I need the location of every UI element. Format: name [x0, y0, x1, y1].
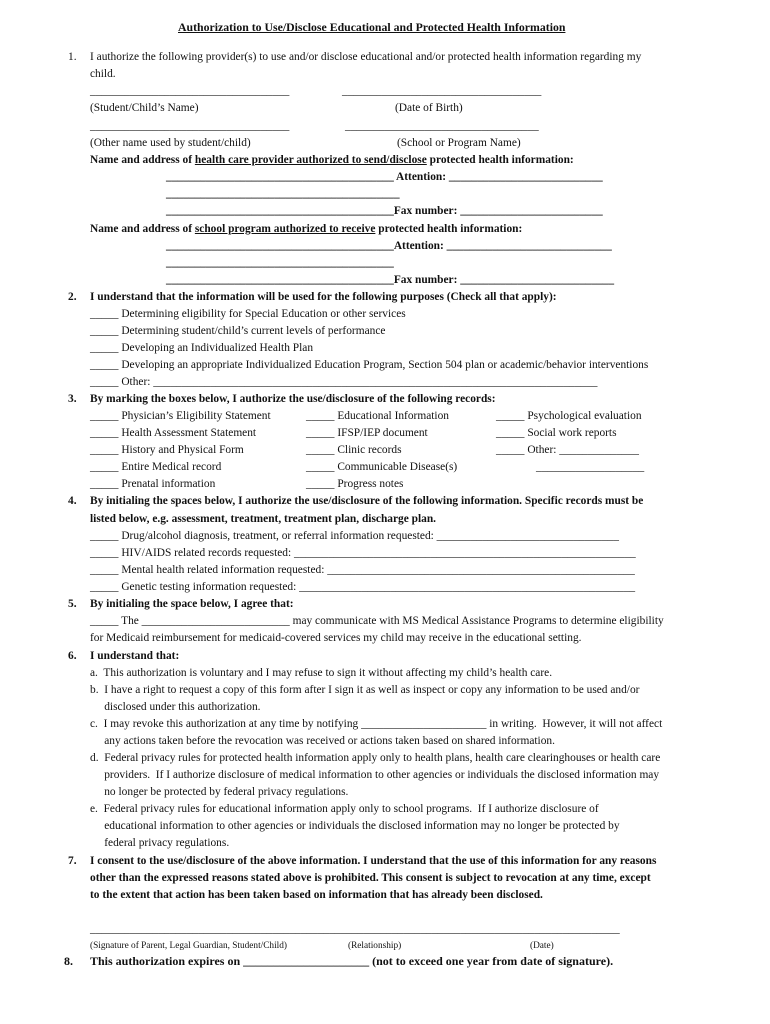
record-option-psychological[interactable]: _____ Psychological evaluation [496, 410, 642, 422]
purpose-option-other[interactable]: _____ Other: ______________________________________________________________________________ [90, 376, 598, 388]
record-option-history-physical[interactable]: _____ History and Physical Form [90, 444, 244, 456]
understand-d: d. Federal privacy rules for protected health information apply only to health plans, health care clearinghouses or health care [90, 752, 661, 764]
record-option-communicable-disease[interactable]: _____ Communicable Disease(s) [306, 461, 458, 473]
school-address-attention-line[interactable]: ________________________________________Attention: _____________________________ [166, 240, 612, 252]
understand-e: e. Federal privacy rules for educational information apply only to school programs. If I authorize disclosure of [90, 803, 599, 815]
medicaid-agreement-line[interactable]: _____ The __________________________ may communicate with MS Medical Assistance Programs to determine eligibility [90, 615, 664, 627]
expiration-line[interactable]: This authorization expires on _____________________ (not to exceed one year from date of signature). [90, 954, 614, 968]
purpose-option-iep[interactable]: _____ Developing an appropriate Individualized Education Program, Section 504 plan or academic/behavior interventions [90, 359, 649, 371]
date-label: (Date) [530, 941, 554, 951]
purpose-option-performance[interactable]: _____ Determining student/child’s current levels of performance [90, 325, 386, 337]
hcp-prefix: Name and address of [90, 154, 195, 166]
medicaid-agreement-text: for Medicaid reimbursement for medicaid-covered services my child may receive in the educational setting. [90, 632, 582, 644]
record-option-health-assessment[interactable]: _____ Health Assessment Statement [90, 427, 257, 439]
purpose-option-health-plan[interactable]: _____ Developing an Individualized Health Plan [90, 342, 314, 354]
item-6-heading: I understand that: [90, 650, 180, 662]
item-4-heading-cont: listed below, e.g. assessment, treatment, treatment plan, discharge plan. [90, 513, 437, 525]
item-2-number: 2. [68, 291, 77, 303]
item-4-heading: By initialing the spaces below, I authorize the use/disclosure of the following information. Specific records must be [90, 495, 644, 507]
record-option-other-line[interactable]: ___________________ [536, 461, 645, 473]
record-option-physician-eligibility[interactable]: _____ Physician’s Eligibility Statement [90, 410, 271, 422]
record-option-educational[interactable]: _____ Educational Information [306, 410, 449, 422]
signature-line[interactable]: _____________________________________________________________________________________________ [90, 923, 620, 935]
item-4-number: 4. [68, 495, 77, 507]
relationship-label: (Relationship) [348, 941, 402, 951]
school-address-fax-line[interactable]: ________________________________________Fax number: ___________________________ [166, 274, 615, 286]
consent-line-3: to the extent that action has been taken based on information that has already been disclosed. [90, 889, 543, 901]
item-1-text-cont: child. [90, 68, 116, 80]
other-name-label: (Other name used by student/child) [90, 137, 251, 149]
purpose-option-eligibility[interactable]: _____ Determining eligibility for Special Education or other services [90, 308, 406, 320]
item-5-heading: By initialing the space below, I agree that: [90, 598, 294, 610]
record-option-ifsp-iep[interactable]: _____ IFSP/IEP document [306, 427, 428, 439]
hcp-address-fax-line[interactable]: ________________________________________Fax number: _________________________ [166, 205, 603, 217]
student-name-label: (Student/Child’s Name) [90, 102, 199, 114]
understand-a: a. This authorization is voluntary and I may refuse to sign it without affecting my child’s health care. [90, 667, 553, 679]
school-program-heading [90, 222, 522, 236]
signature-label: (Signature of Parent, Legal Guardian, Student/Child) [90, 941, 287, 951]
item-3-heading: By marking the boxes below, I authorize the use/disclosure of the following records: [90, 393, 496, 405]
info-option-drug-alcohol[interactable]: _____ Drug/alcohol diagnosis, treatment, or referral information requested: ________________________________ [90, 530, 619, 542]
school-name-label: (School or Program Name) [397, 137, 521, 149]
item-1-number: 1. [68, 51, 77, 63]
understand-d-cont-2: no longer be protected by federal privacy regulations. [90, 786, 349, 798]
other-name-field[interactable]: ___________________________________ [90, 120, 290, 132]
hcp-address-line-2[interactable]: _________________________________________ [166, 188, 400, 200]
understand-e-cont-2: federal privacy regulations. [90, 837, 230, 849]
hcp-address-attention-line[interactable]: ________________________________________ Attention: ___________________________ [166, 171, 603, 183]
school-prefix: Name and address of [90, 223, 195, 235]
understand-c-cont: any actions taken before the revocation was received or actions taken based on shared information. [90, 735, 555, 747]
record-option-entire-medical[interactable]: _____ Entire Medical record [90, 461, 222, 473]
health-care-provider-heading [90, 153, 574, 167]
student-name-field[interactable]: ___________________________________ [90, 85, 290, 97]
school-suffix: protected health information: [375, 223, 523, 235]
understand-c[interactable]: c. I may revoke this authorization at any time by notifying ______________________ in writing. However, it will not affect [90, 718, 663, 730]
record-option-prenatal[interactable]: _____ Prenatal information [90, 478, 216, 490]
school-address-line-2[interactable]: ________________________________________ [166, 257, 394, 269]
understand-e-cont: educational information to other agencies or individuals the disclosed information may no longer be protected by [90, 820, 620, 832]
item-8-number: 8. [64, 954, 73, 968]
hcp-suffix: protected health information: [426, 154, 574, 166]
date-of-birth-label: (Date of Birth) [395, 102, 463, 114]
school-name-field[interactable]: __________________________________ [345, 120, 539, 132]
form-title: Authorization to Use/Disclose Educational and Protected Health Information [178, 20, 566, 34]
record-option-other[interactable]: _____ Other: ______________ [496, 444, 640, 456]
info-option-mental-health[interactable]: _____ Mental health related information requested: ______________________________________________________ [90, 564, 635, 576]
item-1-text: I authorize the following provider(s) to use and/or disclose educational and/or protected health information regarding my [90, 51, 642, 63]
hcp-underlined: health care provider authorized to send/disclose [194, 154, 427, 166]
understand-b-cont: disclosed under this authorization. [90, 701, 261, 713]
item-3-number: 3. [68, 393, 77, 405]
understand-d-cont: providers. If I authorize disclosure of medical information to other agencies or individuals the disclosed information may [90, 769, 660, 781]
record-option-progress-notes[interactable]: _____ Progress notes [306, 478, 404, 490]
info-option-genetic-testing[interactable]: _____ Genetic testing information requested: ___________________________________________________________ [90, 581, 636, 593]
date-of-birth-field[interactable]: ___________________________________ [342, 85, 542, 97]
record-option-clinic[interactable]: _____ Clinic records [306, 444, 402, 456]
consent-line-2: other than the expressed reasons stated above is prohibited. This consent is subject to revocation at any time, except [90, 872, 651, 884]
understand-b: b. I have a right to request a copy of this form after I sign it as well as inspect or copy any information to be used and/or [90, 684, 640, 696]
consent-line-1: I consent to the use/disclosure of the above information. I understand that the use of this information for any reasons [90, 855, 657, 867]
item-2-heading: I understand that the information will be used for the following purposes (Check all that apply): [90, 291, 557, 303]
school-underlined: school program authorized to receive [194, 223, 376, 235]
item-5-number: 5. [68, 598, 77, 610]
info-option-hiv-aids[interactable]: _____ HIV/AIDS related records requested: ____________________________________________________________ [90, 547, 636, 559]
record-option-social-work[interactable]: _____ Social work reports [496, 427, 617, 439]
item-7-number: 7. [68, 855, 77, 867]
item-6-number: 6. [68, 650, 77, 662]
